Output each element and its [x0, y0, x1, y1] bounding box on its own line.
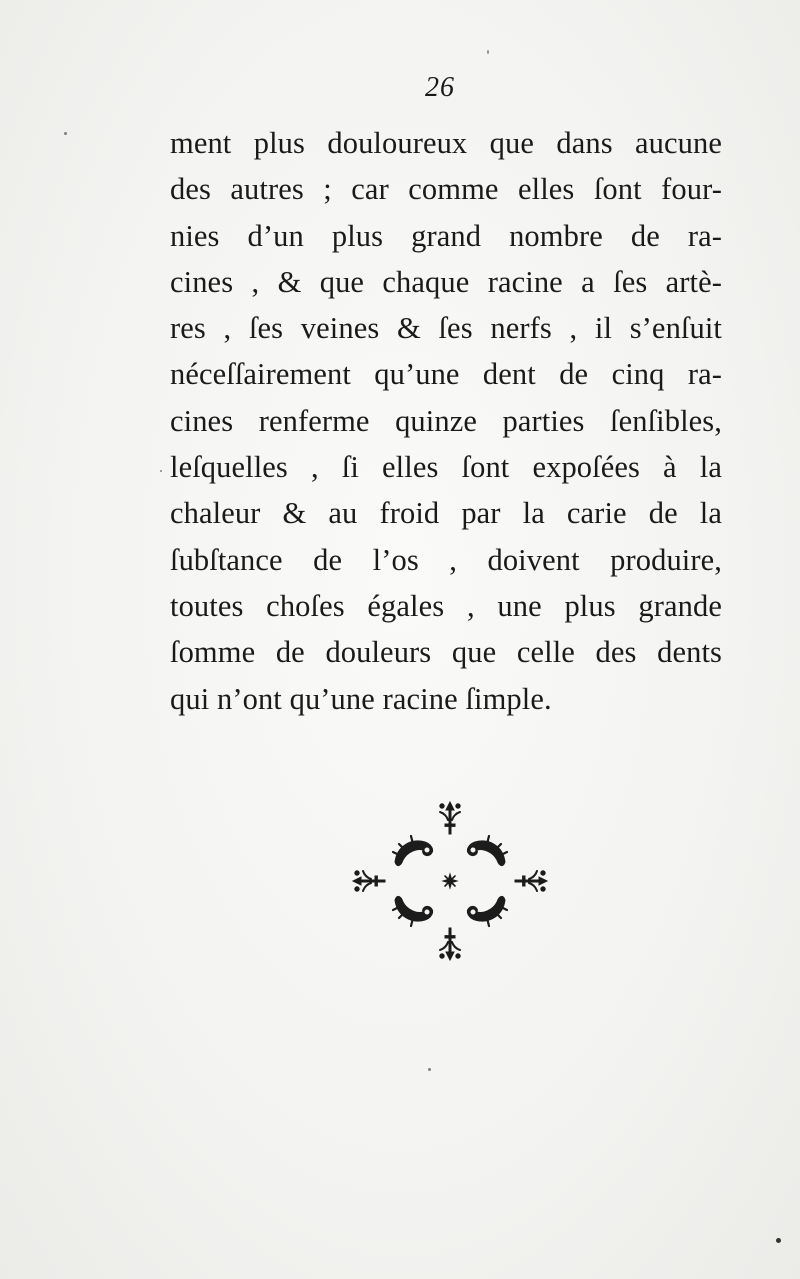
text-line: nies d’un plus grand nombre de ra- — [170, 218, 722, 253]
text-line: ſubſtance de l’os , doivent produire, — [170, 542, 722, 577]
text-line: res , ſes veines & ſes nerfs , il s’enſuit — [170, 311, 722, 346]
text-line: qui n’ont qu’une racine ſimple. — [170, 681, 552, 716]
fleuron-cross-ornament-icon — [345, 796, 555, 966]
text-line: cines renferme quinze parties ſenſibles, — [170, 403, 722, 438]
page-number: 26 — [425, 72, 455, 103]
text-line: ment plus douloureux que dans aucune — [170, 126, 722, 160]
text-line: néceſſairement qu’une dent de cinq ra- — [170, 357, 722, 392]
text-line: ſomme de douleurs que celle des dents — [170, 635, 722, 670]
body-text — [170, 120, 722, 722]
text-line: des autres ; car comme elles ſont four- — [170, 172, 722, 207]
text-line: cines , & que chaque racine a ſes artè- — [170, 264, 722, 299]
text-line: chaleur & au froid par la carie de la — [170, 496, 722, 531]
text-line: leſquelles , ſi elles ſont expoſées à la — [170, 450, 722, 485]
text-line: toutes choſes égales , une plus grande — [170, 588, 722, 623]
